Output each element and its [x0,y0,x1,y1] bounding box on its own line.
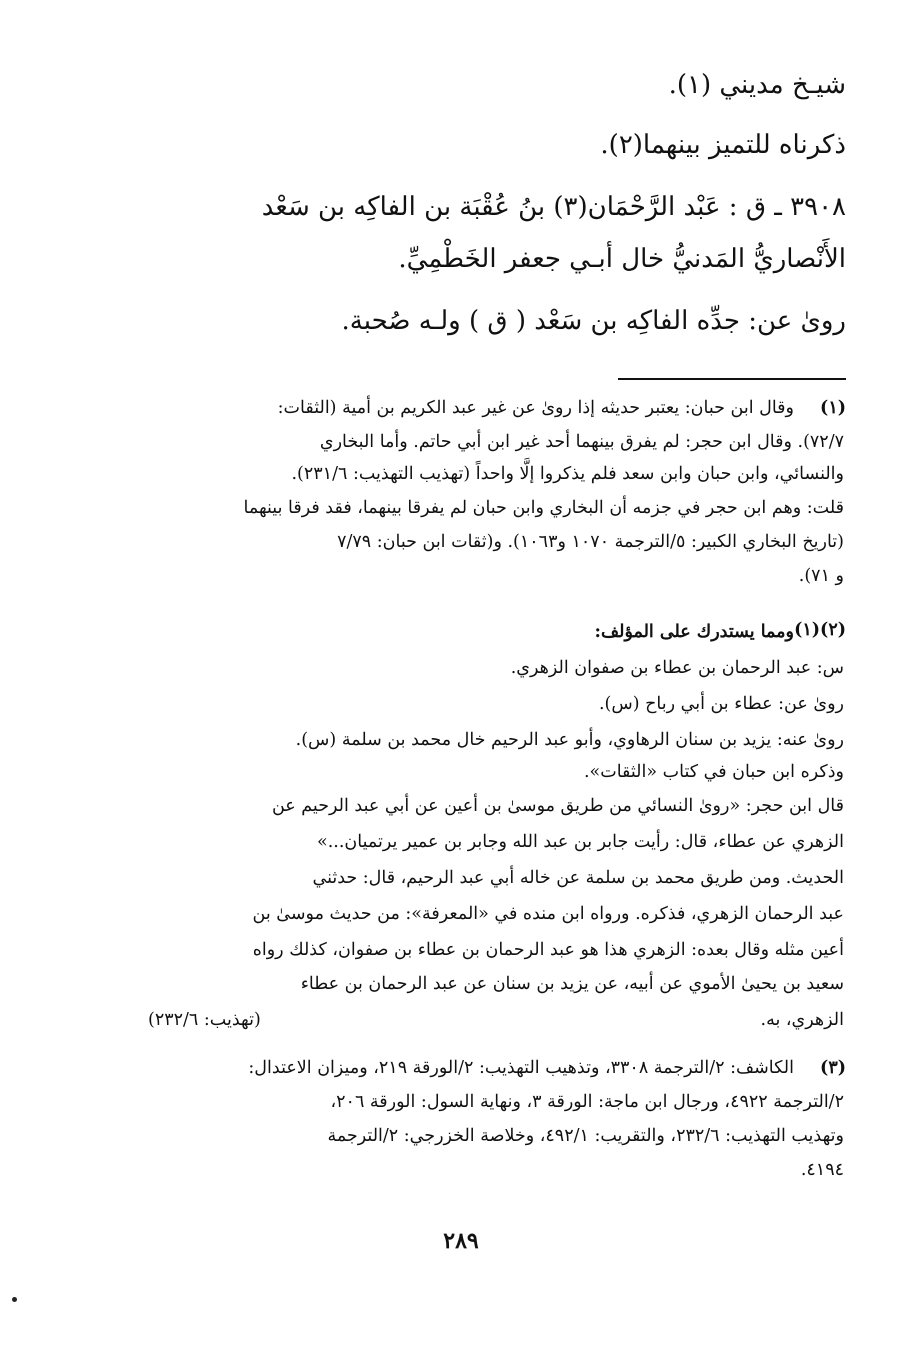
footnote-3-line: الكاشف: ٢/الترجمة ٣٣٠٨، وتذهيب التهذيب: ٢/الورقة ٢١٩، وميزان الاعتدال: [248,1058,794,1078]
footnote-2-line: س: عبد الرحمان بن عطاء بن صفوان الزهري. [510,658,844,678]
footnote-3-line: وتهذيب التهذيب: ٢٣٢/٦، والتقريب: ٤٩٢/١، وخلاصة الخزرجي: ٢/الترجمة [327,1126,844,1146]
footnote-separator [618,378,846,380]
footnote-2-citation: (تهذيب: ٢٣٢/٦) [148,1010,261,1030]
footnote-2-line: وذكره ابن حبان في كتاب «الثقات». [583,762,844,782]
scan-speck [12,1297,17,1302]
footnote-3-line: ٢/الترجمة ٤٩٢٢، ورجال ابن ماجة: الورقة ٣، ونهاية السول: الورقة ٢٠٦، [330,1092,844,1112]
footnote-3-number: (٣) [820,1058,846,1078]
footnote-1-line: قلت: وهم ابن حجر في جزمه أن البخاري وابن حبان لم يفرقا بينهما، فقد فرقا بينهما [243,498,844,518]
footnote-1-line: وقال ابن حبان: يعتبر حديثه إذا روىٰ عن غير عبد الكريم بن أمية (الثقات: [277,398,794,418]
footnote-1-line: ٧٢/٧). وقال ابن حجر: لم يفرق بينهما أحد غير ابن أبي حاتم. وأما البخاري [319,432,844,452]
footnote-2-line: قال ابن حجر: «روىٰ النسائي من طريق موسىٰ بن أعين عن أبي عبد الرحيم عن [271,796,844,816]
footnote-2-line: روىٰ عنه: يزيد بن سنان الرهاوي، وأبو عبد الرحيم خال محمد بن سلمة (س). [295,730,844,750]
main-line-1: شيـخ مديني (١). [668,70,846,100]
footnote-1-line: والنسائي، وابن حبان وابن سعد فلم يذكروا إلَّا واحداً (تهذيب التهذيب: ٢٣١/٦). [291,464,844,484]
footnote-2-heading: ومما يستدرك على المؤلف: [594,622,794,642]
entry-heading-line-2: الأَنْصاريُّ المَدنيُّ خال أبـي جعفر الخَطْمِيِّ. [398,244,846,274]
footnote-1-number: (١) [820,398,846,418]
footnote-2-line: عبد الرحمان الزهري، فذكره. ورواه ابن منده في «المعرفة»: من حديث موسىٰ بن [252,904,844,924]
entry-heading-line-1: ٣٩٠٨ ـ ق : عَبْد الرَّحْمَان(٣) بنُ عُقْبَة بن الفاكِه بن سَعْد [261,192,846,222]
footnote-3-line: ٤١٩٤. [800,1160,844,1180]
footnote-2-number: (٢)(١) [794,620,846,640]
footnote-2-line: الزهري عن عطاء، قال: رأيت جابر بن عبد الله وجابر بن عمير يرتميان...» [317,832,844,852]
footnote-2-line: سعيد بن يحيىٰ الأموي عن أبيه، عن يزيد بن سنان عن عبد الرحمان بن عطاء [300,974,844,994]
page-number: ٢٨٩ [443,1228,479,1254]
footnote-2-line: أعين مثله وقال بعده: الزهري هذا هو عبد الرحمان بن عطاء بن صفوان، كذلك رواه [252,940,844,960]
footnote-1-line: (تاريخ البخاري الكبير: ٥/الترجمة ١٠٧٠ و١٠٦٣). و(ثقات ابن حبان: ٧/٧٩ [337,532,844,552]
footnote-2-line: روىٰ عن: عطاء بن أبي رباح (س). [598,694,844,714]
footnote-2-line: الحديث. ومن طريق محمد بن سلمة عن خاله أبي عبد الرحيم، قال: حدثني [312,868,844,888]
entry-narration-line: روىٰ عن: جدِّه الفاكِه بن سَعْد ( ق ) ولـه صُحبة. [341,306,846,336]
footnote-1-line: و ٧١). [798,566,844,586]
main-line-2: ذكرناه للتميز بينهما(٢). [600,130,846,160]
footnote-2-line: الزهري، به. [760,1010,844,1030]
